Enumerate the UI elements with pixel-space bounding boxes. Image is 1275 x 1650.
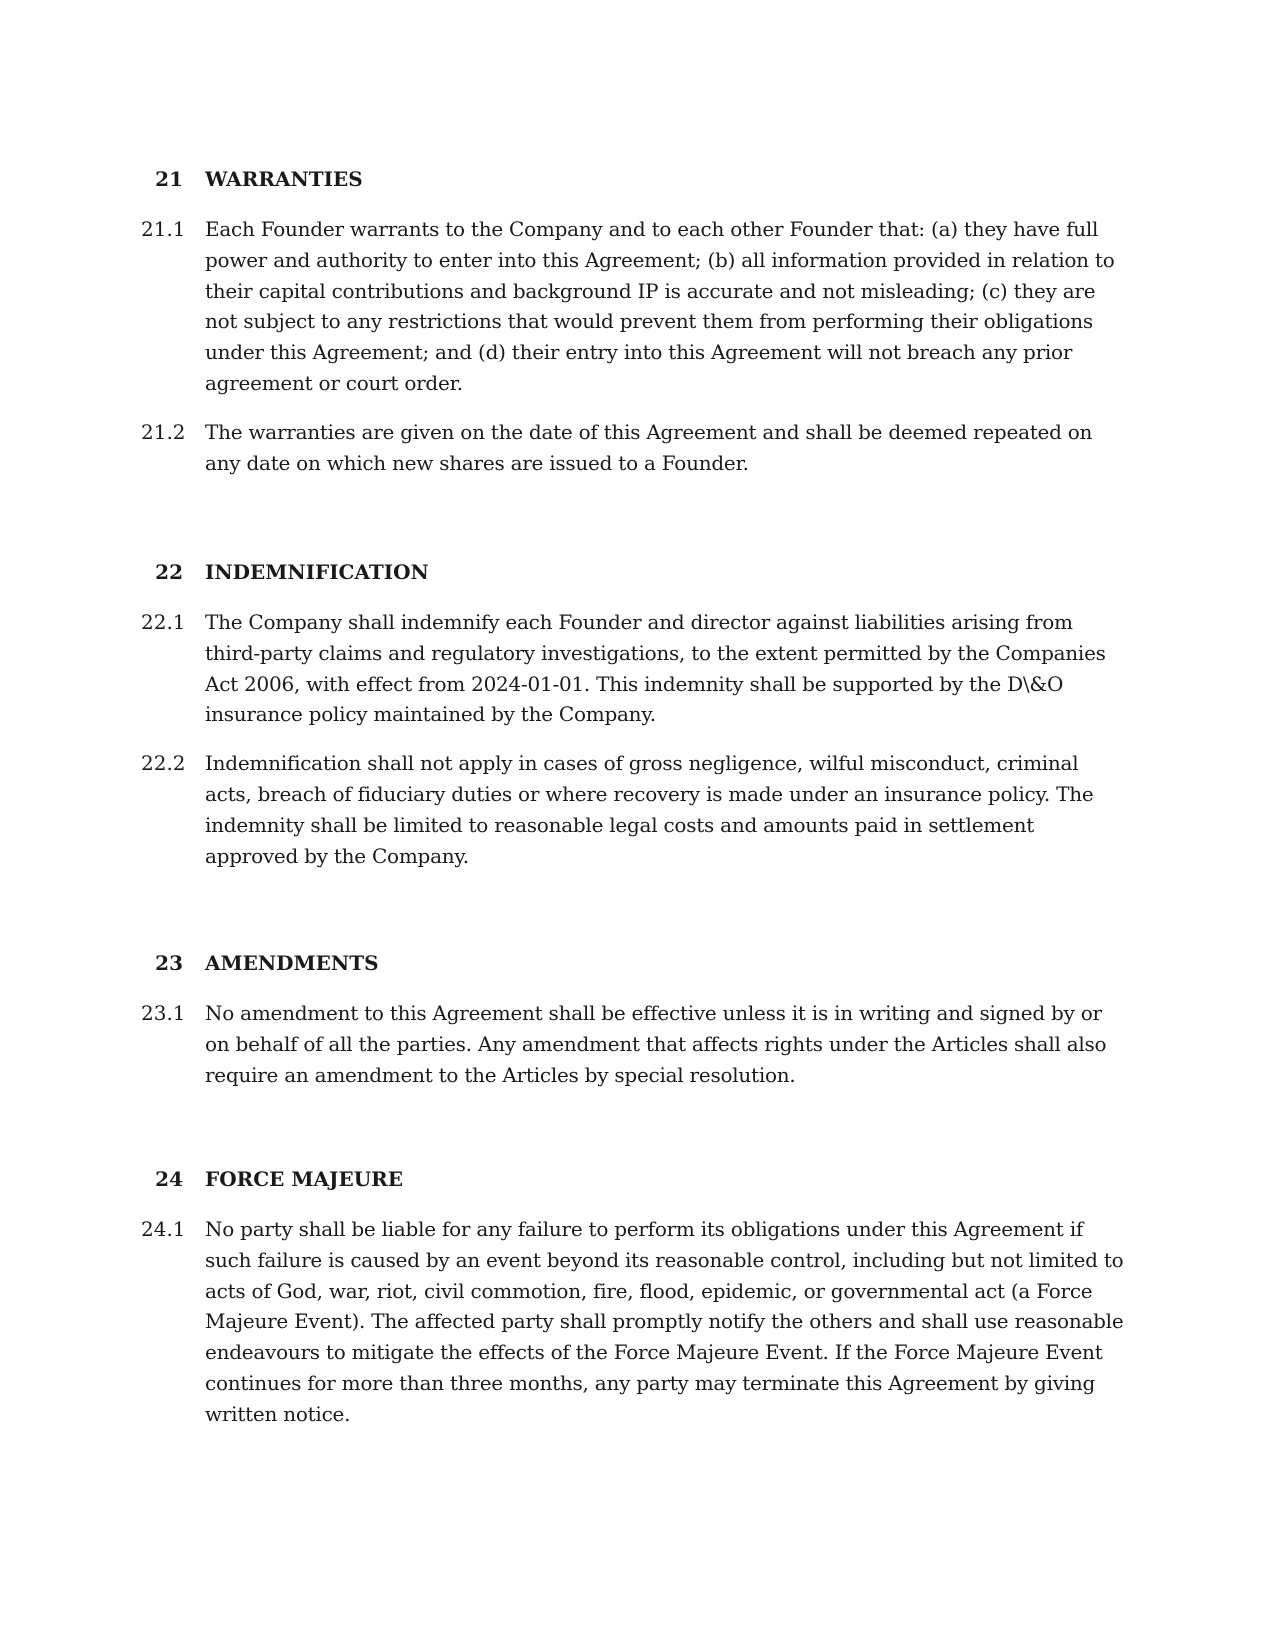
clause-number: 21.1 bbox=[141, 217, 186, 241]
clause-number: 24.1 bbox=[141, 1217, 186, 1241]
clause-text: Each Founder warrants to the Company and to each other Founder that: (a) they have full power and authority to enter into this Agreement; (b) all information provided in relation to their capital contributions and background IP is accurate and not misleading; (c) they are not subject to any restrictions that would prevent them from performing their obligations under this Agreement; and (d) their entry into this Agreement will not breach any prior agreement or court order. bbox=[205, 217, 1115, 395]
section-title: WARRANTIES bbox=[205, 167, 363, 191]
section-warranties bbox=[0, 164, 1275, 478]
clause-text: No party shall be liable for any failure to perform its obligations under this Agreement if such failure is caused by an event beyond its reasonable control, including but not limited to acts of God, war, riot, civil commotion, fire, flood, epidemic, or governmental act (a Force Majeure Event). The affected party shall promptly notify the others and shall use reasonable endeavours to mitigate the effects of the Force Majeure Event. If the Force Majeure Event continues for more than three months, any party may terminate this Agreement by giving written notice. bbox=[205, 1217, 1124, 1426]
section-heading bbox=[0, 557, 1275, 587]
section-title: INDEMNIFICATION bbox=[205, 560, 429, 584]
clause-text: The Company shall indemnify each Founder and director against liabilities arising from third-party claims and regulatory investigations, to the extent permitted by the Companies Act 2006, with effect from 2024-01-01. This indemnity shall be supported by the D\&O insurance policy maintained by the Company. bbox=[205, 610, 1106, 727]
section-force-majeure bbox=[0, 1164, 1275, 1430]
clause bbox=[0, 998, 1275, 1090]
clause bbox=[0, 607, 1275, 730]
section-indemnification bbox=[0, 557, 1275, 871]
section-number: 22 bbox=[155, 560, 183, 584]
clause bbox=[0, 748, 1275, 871]
section-title: FORCE MAJEURE bbox=[205, 1167, 404, 1191]
clause-number: 21.2 bbox=[141, 419, 186, 444]
section-number: 21 bbox=[155, 167, 183, 191]
clause-text: Indemnification shall not apply in cases of gross negligence, wilful misconduct, criminal acts, breach of fiduciary duties or where recovery is made under an insurance policy. The indemnity shall be limited to reasonable legal costs and amounts paid in settlement approved by the Company. bbox=[205, 751, 1094, 868]
clause-number: 23.1 bbox=[141, 1001, 186, 1025]
clause-text: The warranties are given on the date of this Agreement and shall be deemed repeated on any date on which new shares are issued to a Founder. bbox=[205, 419, 1093, 475]
section-heading bbox=[0, 948, 1275, 978]
section-number: 24 bbox=[155, 1167, 183, 1191]
clause bbox=[0, 417, 1275, 479]
clause-number: 22.1 bbox=[141, 610, 186, 634]
clause-number: 22.2 bbox=[141, 751, 186, 776]
clause bbox=[0, 214, 1275, 399]
clause-text: No amendment to this Agreement shall be effective unless it is in writing and signed by or on behalf of all the parties. Any amendment that affects rights under the Articles shall also require an amendment to the Articles by special resolution. bbox=[205, 1001, 1107, 1087]
clause bbox=[0, 1214, 1275, 1430]
section-heading bbox=[0, 1164, 1275, 1194]
section-amendments bbox=[0, 948, 1275, 1090]
section-heading bbox=[0, 164, 1275, 194]
section-number: 23 bbox=[155, 951, 183, 975]
section-title: AMENDMENTS bbox=[205, 951, 379, 975]
